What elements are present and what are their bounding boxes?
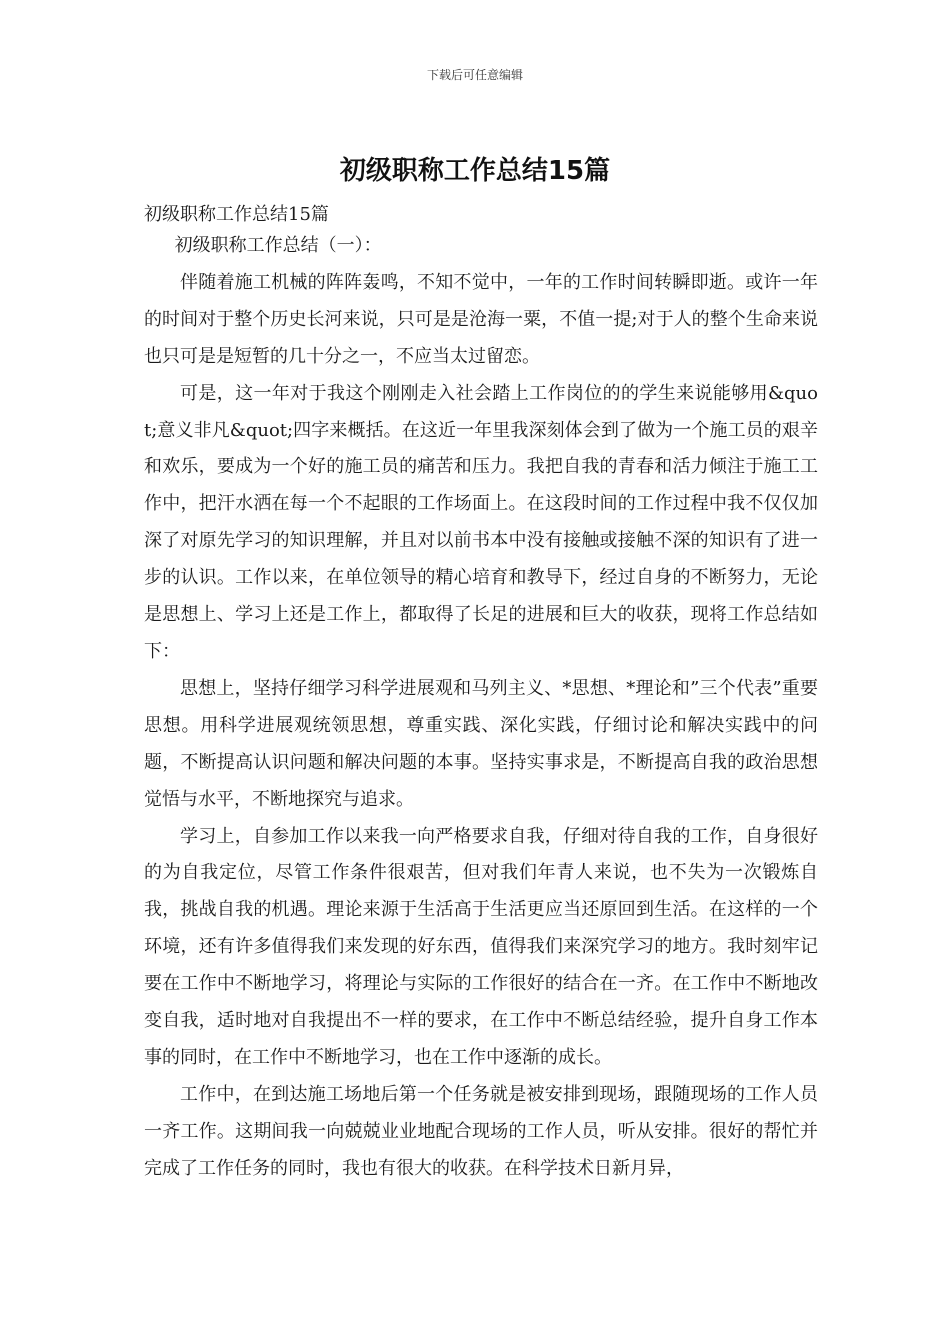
paragraph: 可是，这一年对于我这个刚刚走入社会踏上工作岗位的的学生来说能够用&quot;意义非凡&quot;四字来概括。在这近一年里我深刻体会到了做为一个施工员的艰辛和欢乐，要成为一个好的施工员的痛苦和压力。我把自我的青春和活力倾注于施工工作中，把汗水洒在每一个不起眼的工作场面上。在这段时间的工作过程中我不仅仅加深了对原先学习的知识理解，并且对以前书本中没有接触或接触不深的知识有了进一步的认识。工作以来，在单位领导的精心培育和教导下，经过自身的不断努力，无论是思想上、学习上还是工作上，都取得了长足的进展和巨大的收获，现将工作总结如下： <box>144 382 818 662</box>
paragraph: 工作中，在到达施工场地后第一个任务就是被安排到现场，跟随现场的工作人员一齐工作。这期间我一向兢兢业业地配合现场的工作人员，听从安排。很好的帮忙并完成了工作任务的同时，我也有很大的收获。在科学技术日新月异， <box>144 1083 818 1179</box>
paragraph: 伴随着施工机械的阵阵轰鸣，不知不觉中，一年的工作时间转瞬即逝。或许一年的时间对于整个历史长河来说，只可是是沧海一粟，不值一提;对于人的整个生命来说也只可是是短暂的几十分之一，不应当太过留恋。 <box>144 271 818 367</box>
paragraph: 思想上，坚持仔细学习科学进展观和马列主义、*思想、*理论和”三个代表”重要思想。用科学进展观统领思想，尊重实践、深化实践，仔细讨论和解决实践中的问题，不断提高认识问题和解决问题的本事。坚持实事求是，不断提高自我的政治思想觉悟与水平，不断地探究与追求。 <box>144 677 818 810</box>
paragraph: 学习上，自参加工作以来我一向严格要求自我，仔细对待自我的工作，自身很好的为自我定位，尽管工作条件很艰苦，但对我们年青人来说，也不失为一次锻炼自我，挑战自我的机遇。理论来源于生活高于生活更应当还原回到生活。在这样的一个环境，还有许多值得我们来发现的好东西，值得我们来深究学习的地方。我时刻牢记要在工作中不断地学习，将理论与实际的工作很好的结合在一齐。在工作中不断地改变自我，适时地对自我提出不一样的要求，在工作中不断总结经验，提升自身工作本事的同时，在工作中不断地学习，也在工作中逐渐的成长。 <box>144 825 818 1068</box>
section-heading: 初级职称工作总结（一）： <box>174 235 382 256</box>
document-title: 初级职称工作总结15篇 <box>339 156 611 186</box>
page-header: 下载后可任意编辑 <box>426 68 523 82</box>
document-subtitle: 初级职称工作总结15篇 <box>144 204 329 225</box>
document-body <box>144 228 818 1188</box>
